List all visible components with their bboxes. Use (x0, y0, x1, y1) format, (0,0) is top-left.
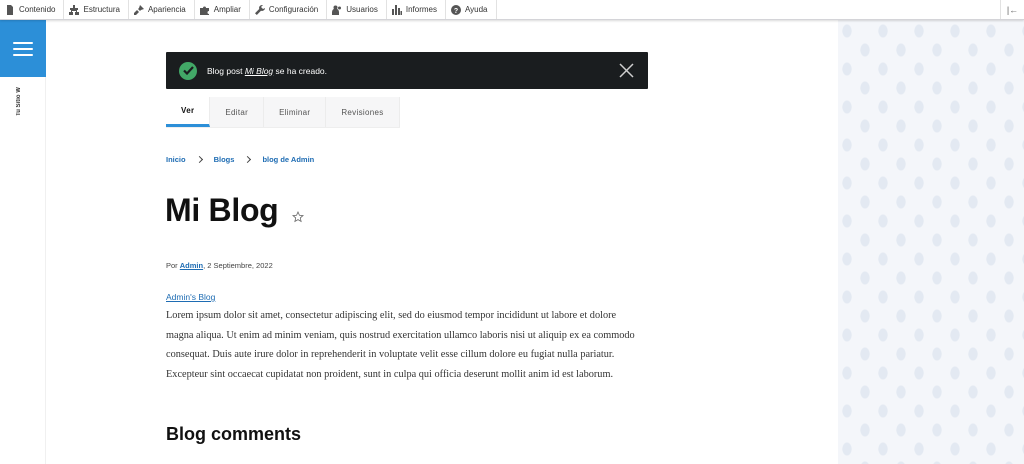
status-text (207, 66, 327, 76)
svg-text:?: ? (453, 7, 459, 15)
post-body: Lorem ipsum dolor sit amet, consectetur adipiscing elit, sed do eiusmod tempor incididunt ut labore et dolore magna aliqua. Ut enim ad minim veniam, quis nostrud exercitation ullamco laboris nisi ut aliquip ex ea commodo consequat. Duis aute irure dolor in reprehenderit in voluptate velit esse cillum dolore eu fugiat nulla pariatur. Excepteur sint occaecat cupidatat non proident, sunt in culpa qui officia deserunt mollit anim id est laborum. (166, 310, 635, 380)
users-blog-link[interactable]: Admin's Blog (166, 292, 216, 302)
sitemap-icon (69, 5, 79, 15)
byline-prefix: Por (166, 261, 180, 270)
chevron-right-icon (244, 156, 251, 163)
help-icon (451, 5, 461, 15)
toolbar-item-label: Ayuda (464, 5, 488, 14)
breadcrumb-inicio[interactable]: Inicio (166, 155, 186, 164)
comments-heading: Blog comments (166, 424, 302, 444)
toolbar-item-apariencia[interactable] (129, 0, 195, 19)
left-sidebar (0, 20, 46, 464)
tab-eliminar[interactable]: Eliminar (264, 97, 326, 127)
breadcrumb-blog-de-admin[interactable]: blog de Admin (262, 155, 315, 164)
tab-ver[interactable]: Ver (166, 97, 210, 127)
tab-editar[interactable]: Editar (210, 97, 264, 127)
post-date: , 2 Septiembre, 2022 (203, 261, 273, 270)
close-icon[interactable] (619, 63, 634, 78)
status-prefix: Blog post (207, 65, 245, 76)
status-message (166, 52, 648, 89)
puzzle-icon (200, 5, 210, 15)
breadcrumb (166, 155, 314, 164)
toolbar-item-informes[interactable] (387, 0, 446, 19)
file-icon (5, 5, 15, 15)
star-icon[interactable] (292, 211, 304, 223)
toolbar-item-ayuda[interactable] (446, 0, 497, 19)
toolbar-item-contenido[interactable] (0, 0, 64, 19)
local-tasks-tabs (166, 97, 400, 128)
check-icon (179, 62, 197, 80)
page-title: Mi Blog (165, 192, 279, 228)
paintbrush-icon (134, 5, 144, 15)
toolbar-item-estructura[interactable] (64, 0, 128, 19)
toolbar-item-label: Estructura (83, 5, 120, 14)
collapse-icon: |← (1006, 4, 1019, 15)
admin-toolbar (0, 0, 1024, 20)
toolbar-item-label: Configuración (268, 5, 319, 14)
background-pattern (838, 20, 1024, 464)
menu-toggle-button[interactable] (0, 20, 46, 77)
toolbar-item-label: Contenido (19, 5, 56, 14)
wrench-icon (255, 5, 265, 15)
people-icon (332, 5, 342, 15)
hamburger-icon-line (13, 48, 33, 50)
toolbar-item-label: Informes (405, 5, 437, 14)
toolbar-item-label: Ampliar (213, 5, 241, 14)
toolbar-item-configuracion[interactable] (250, 0, 327, 19)
hamburger-icon (13, 42, 33, 44)
chevron-right-icon (196, 156, 203, 163)
author-link[interactable]: Admin (179, 261, 204, 270)
bar-chart-icon (392, 5, 402, 15)
toolbar-item-usuarios[interactable] (327, 0, 387, 19)
tab-revisiones[interactable]: Revisiones (326, 97, 399, 127)
collapse-toolbar-button[interactable] (1000, 0, 1024, 19)
toolbar-item-ampliar[interactable] (195, 0, 250, 19)
status-node-link[interactable]: Mi Blog (244, 65, 274, 76)
status-suffix: se ha creado. (273, 65, 328, 76)
byline (166, 261, 273, 270)
site-name[interactable]: Tu Sitio W (16, 87, 22, 116)
breadcrumb-blogs[interactable]: Blogs (213, 155, 235, 164)
toolbar-item-label: Apariencia (147, 5, 186, 14)
toolbar-item-label: Usuarios (346, 5, 378, 14)
